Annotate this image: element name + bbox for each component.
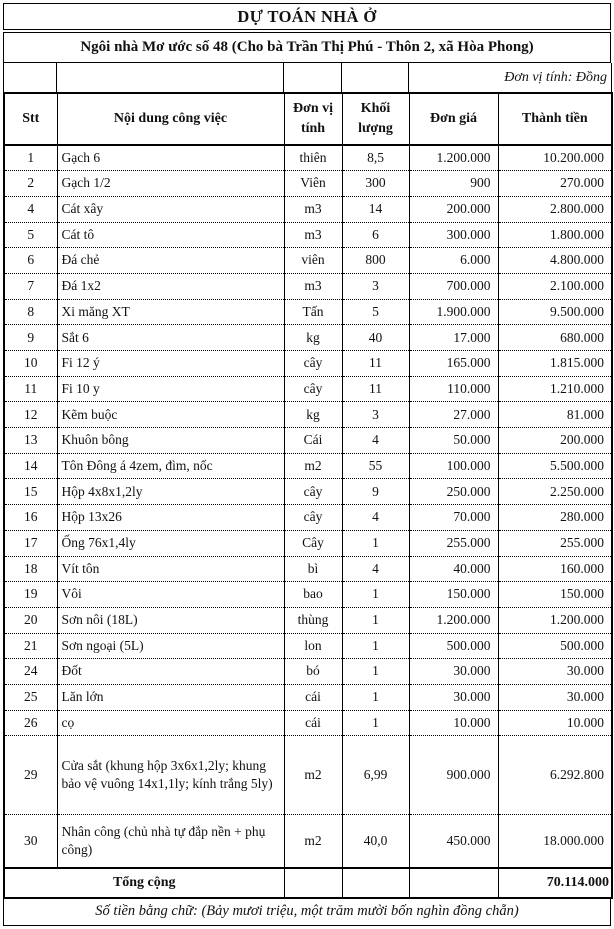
table-row bbox=[4, 710, 612, 736]
cell-unit: m2 bbox=[284, 453, 342, 479]
cell-price: 70.000 bbox=[409, 505, 498, 531]
cell-item: Khuôn bông bbox=[57, 428, 284, 454]
cell-stt: 30 bbox=[4, 815, 57, 868]
cell-stt: 8 bbox=[4, 299, 57, 325]
cell-qty: 8,5 bbox=[342, 145, 409, 171]
table-row bbox=[4, 428, 612, 454]
cell-stt: 20 bbox=[4, 607, 57, 633]
cell-qty: 300 bbox=[342, 171, 409, 197]
total-row bbox=[4, 868, 612, 898]
cell-unit: lon bbox=[284, 633, 342, 659]
cell-price: 255.000 bbox=[409, 530, 498, 556]
cell-qty: 6 bbox=[342, 222, 409, 248]
amount-in-words: Số tiền bằng chữ: (Bảy mươi triệu, một trăm mười bốn nghìn đồng chẵn) bbox=[3, 899, 611, 926]
cell-price: 40.000 bbox=[409, 556, 498, 582]
cell-stt: 15 bbox=[4, 479, 57, 505]
table-row bbox=[4, 479, 612, 505]
cell-item: Sơn nôi (18L) bbox=[57, 607, 284, 633]
cell-qty: 14 bbox=[342, 196, 409, 222]
cell-stt: 12 bbox=[4, 402, 57, 428]
cell-unit: Viên bbox=[284, 171, 342, 197]
col-header-total: Thành tiền bbox=[498, 93, 612, 145]
table-row bbox=[4, 607, 612, 633]
cell-price: 250.000 bbox=[409, 479, 498, 505]
cell-unit: kg bbox=[284, 402, 342, 428]
cell-price: 700.000 bbox=[409, 273, 498, 299]
cell-unit: cái bbox=[284, 710, 342, 736]
cell-item: Fi 10 y bbox=[57, 376, 284, 402]
cell-price: 165.000 bbox=[409, 351, 498, 377]
cell-price: 1.200.000 bbox=[409, 145, 498, 171]
table-row bbox=[4, 376, 612, 402]
cell-qty: 800 bbox=[342, 248, 409, 274]
table-row bbox=[4, 505, 612, 531]
total-spacer-cell bbox=[284, 868, 342, 898]
cell-total: 9.500.000 bbox=[498, 299, 612, 325]
table-row bbox=[4, 145, 612, 171]
cell-unit: kg bbox=[284, 325, 342, 351]
unit-row-spacer-cell bbox=[57, 63, 284, 92]
cell-unit: m3 bbox=[284, 196, 342, 222]
cell-unit: Cái bbox=[284, 428, 342, 454]
cell-total: 160.000 bbox=[498, 556, 612, 582]
cell-unit: thùng bbox=[284, 607, 342, 633]
table-row bbox=[4, 633, 612, 659]
cell-stt: 2 bbox=[4, 171, 57, 197]
cell-item: Hộp 4x8x1,2ly bbox=[57, 479, 284, 505]
table-row bbox=[4, 325, 612, 351]
unit-row-spacer-cell bbox=[4, 63, 57, 92]
cell-stt: 11 bbox=[4, 376, 57, 402]
cell-total: 2.100.000 bbox=[498, 273, 612, 299]
cell-total: 680.000 bbox=[498, 325, 612, 351]
table-row bbox=[4, 299, 612, 325]
total-spacer-cell bbox=[342, 868, 409, 898]
table-row bbox=[4, 248, 612, 274]
cell-price: 500.000 bbox=[409, 633, 498, 659]
cell-qty: 5 bbox=[342, 299, 409, 325]
cell-item: Cửa sắt (khung hộp 3x6x1,2ly; khung bảo vệ vuông 14x1,1ly; kính trắng 5ly) bbox=[57, 736, 284, 815]
cell-stt: 29 bbox=[4, 736, 57, 815]
cell-unit: m3 bbox=[284, 222, 342, 248]
table-row bbox=[4, 815, 612, 868]
cell-stt: 18 bbox=[4, 556, 57, 582]
table-row bbox=[4, 736, 612, 815]
cell-stt: 21 bbox=[4, 633, 57, 659]
cell-stt: 25 bbox=[4, 684, 57, 710]
table-row bbox=[4, 453, 612, 479]
cell-total: 1.815.000 bbox=[498, 351, 612, 377]
cell-unit: cái bbox=[284, 684, 342, 710]
cell-item: Xi măng XT bbox=[57, 299, 284, 325]
cell-total: 81.000 bbox=[498, 402, 612, 428]
cell-price: 50.000 bbox=[409, 428, 498, 454]
table-row bbox=[4, 684, 612, 710]
cell-qty: 40,0 bbox=[342, 815, 409, 868]
cell-qty: 1 bbox=[342, 684, 409, 710]
cell-unit: bó bbox=[284, 659, 342, 685]
cell-item: Nhân công (chủ nhà tự đắp nền + phụ công) bbox=[57, 815, 284, 868]
cell-price: 6.000 bbox=[409, 248, 498, 274]
cell-item: Gạch 6 bbox=[57, 145, 284, 171]
table-row bbox=[4, 402, 612, 428]
cell-qty: 1 bbox=[342, 633, 409, 659]
cell-qty: 1 bbox=[342, 710, 409, 736]
cell-unit: cây bbox=[284, 479, 342, 505]
cell-price: 110.000 bbox=[409, 376, 498, 402]
cell-item: Đốt bbox=[57, 659, 284, 685]
cell-total: 1.210.000 bbox=[498, 376, 612, 402]
page-title: DỰ TOÁN NHÀ Ở bbox=[3, 3, 611, 30]
cell-stt: 7 bbox=[4, 273, 57, 299]
cell-stt: 9 bbox=[4, 325, 57, 351]
cell-item: Gạch 1/2 bbox=[57, 171, 284, 197]
cell-qty: 40 bbox=[342, 325, 409, 351]
cell-total: 18.000.000 bbox=[498, 815, 612, 868]
col-header-unit: Đơn vị tính bbox=[284, 93, 342, 145]
cell-item: Ống 76x1,4ly bbox=[57, 530, 284, 556]
cell-total: 200.000 bbox=[498, 428, 612, 454]
cell-total: 255.000 bbox=[498, 530, 612, 556]
cell-price: 450.000 bbox=[409, 815, 498, 868]
cell-total: 6.292.800 bbox=[498, 736, 612, 815]
cell-unit: bì bbox=[284, 556, 342, 582]
cell-total: 2.250.000 bbox=[498, 479, 612, 505]
col-header-qty: Khối lượng bbox=[342, 93, 409, 145]
total-label: Tổng cộng bbox=[4, 868, 284, 898]
cell-stt: 16 bbox=[4, 505, 57, 531]
cell-unit: bao bbox=[284, 582, 342, 608]
cell-stt: 17 bbox=[4, 530, 57, 556]
cell-price: 30.000 bbox=[409, 684, 498, 710]
unit-row-spacer-cell bbox=[342, 63, 409, 92]
cell-stt: 19 bbox=[4, 582, 57, 608]
table-row bbox=[4, 582, 612, 608]
page-subtitle: Ngôi nhà Mơ ước số 48 (Cho bà Trần Thị Phú - Thôn 2, xã Hòa Phong) bbox=[3, 32, 611, 63]
cell-item: Vôi bbox=[57, 582, 284, 608]
cell-unit: cây bbox=[284, 376, 342, 402]
cell-item: Vít tôn bbox=[57, 556, 284, 582]
estimate-table bbox=[3, 92, 613, 899]
cell-item: Đá chẻ bbox=[57, 248, 284, 274]
cell-price: 300.000 bbox=[409, 222, 498, 248]
cell-item: Hộp 13x26 bbox=[57, 505, 284, 531]
cell-item: Lăn lớn bbox=[57, 684, 284, 710]
cell-qty: 1 bbox=[342, 582, 409, 608]
cell-unit: Tấn bbox=[284, 299, 342, 325]
cell-unit: cây bbox=[284, 351, 342, 377]
cell-unit: m2 bbox=[284, 815, 342, 868]
cell-unit: m2 bbox=[284, 736, 342, 815]
cell-total: 150.000 bbox=[498, 582, 612, 608]
total-value: 70.114.000 bbox=[498, 868, 612, 898]
cell-stt: 10 bbox=[4, 351, 57, 377]
table-row bbox=[4, 171, 612, 197]
cell-total: 4.800.000 bbox=[498, 248, 612, 274]
cell-qty: 4 bbox=[342, 428, 409, 454]
cell-unit: Cây bbox=[284, 530, 342, 556]
cell-unit: m3 bbox=[284, 273, 342, 299]
cell-price: 10.000 bbox=[409, 710, 498, 736]
cell-qty: 3 bbox=[342, 402, 409, 428]
cell-unit: thiên bbox=[284, 145, 342, 171]
col-header-unit-price: Đơn giá bbox=[409, 93, 498, 145]
cell-unit: cây bbox=[284, 505, 342, 531]
table-row bbox=[4, 530, 612, 556]
table-row bbox=[4, 351, 612, 377]
cell-price: 30.000 bbox=[409, 659, 498, 685]
header-row bbox=[4, 93, 612, 145]
cell-stt: 1 bbox=[4, 145, 57, 171]
cell-total: 30.000 bbox=[498, 659, 612, 685]
cell-qty: 9 bbox=[342, 479, 409, 505]
cell-qty: 6,99 bbox=[342, 736, 409, 815]
table-row bbox=[4, 273, 612, 299]
cell-stt: 24 bbox=[4, 659, 57, 685]
cell-price: 900.000 bbox=[409, 736, 498, 815]
cell-total: 1.800.000 bbox=[498, 222, 612, 248]
cell-stt: 26 bbox=[4, 710, 57, 736]
total-spacer-cell bbox=[409, 868, 498, 898]
cell-qty: 3 bbox=[342, 273, 409, 299]
col-header-item: Nội dung công việc bbox=[57, 93, 284, 145]
cell-item: Kẽm buộc bbox=[57, 402, 284, 428]
cell-total: 10.000 bbox=[498, 710, 612, 736]
cell-price: 17.000 bbox=[409, 325, 498, 351]
cell-stt: 14 bbox=[4, 453, 57, 479]
cell-item: Sắt 6 bbox=[57, 325, 284, 351]
cell-qty: 4 bbox=[342, 505, 409, 531]
cell-stt: 4 bbox=[4, 196, 57, 222]
cell-price: 150.000 bbox=[409, 582, 498, 608]
cell-qty: 1 bbox=[342, 530, 409, 556]
cell-total: 30.000 bbox=[498, 684, 612, 710]
table-row bbox=[4, 222, 612, 248]
cell-total: 5.500.000 bbox=[498, 453, 612, 479]
cell-total: 10.200.000 bbox=[498, 145, 612, 171]
cell-unit: viên bbox=[284, 248, 342, 274]
cell-total: 280.000 bbox=[498, 505, 612, 531]
cell-item: Sơn ngoại (5L) bbox=[57, 633, 284, 659]
cell-item: Đá 1x2 bbox=[57, 273, 284, 299]
unit-note-row bbox=[3, 63, 612, 92]
unit-row-spacer-cell bbox=[284, 63, 342, 92]
col-header-stt: Stt bbox=[4, 93, 57, 145]
cell-total: 2.800.000 bbox=[498, 196, 612, 222]
cell-qty: 11 bbox=[342, 376, 409, 402]
table-row bbox=[4, 556, 612, 582]
cell-qty: 55 bbox=[342, 453, 409, 479]
cell-item: cọ bbox=[57, 710, 284, 736]
cell-price: 900 bbox=[409, 171, 498, 197]
cell-qty: 4 bbox=[342, 556, 409, 582]
unit-note: Đơn vị tính: Đồng bbox=[409, 63, 612, 92]
cell-price: 1.200.000 bbox=[409, 607, 498, 633]
cell-total: 270.000 bbox=[498, 171, 612, 197]
cell-price: 100.000 bbox=[409, 453, 498, 479]
cell-item: Tôn Đông á 4zem, đìm, nốc bbox=[57, 453, 284, 479]
cell-stt: 13 bbox=[4, 428, 57, 454]
cell-item: Cát tô bbox=[57, 222, 284, 248]
cell-price: 27.000 bbox=[409, 402, 498, 428]
cell-price: 1.900.000 bbox=[409, 299, 498, 325]
unit-note-tr bbox=[4, 63, 612, 92]
table-row bbox=[4, 659, 612, 685]
table-row bbox=[4, 196, 612, 222]
cell-stt: 6 bbox=[4, 248, 57, 274]
cell-total: 500.000 bbox=[498, 633, 612, 659]
cell-item: Cát xây bbox=[57, 196, 284, 222]
cell-qty: 1 bbox=[342, 607, 409, 633]
cell-item: Fi 12 ý bbox=[57, 351, 284, 377]
cell-price: 200.000 bbox=[409, 196, 498, 222]
cell-qty: 1 bbox=[342, 659, 409, 685]
cell-qty: 11 bbox=[342, 351, 409, 377]
cell-total: 1.200.000 bbox=[498, 607, 612, 633]
cell-stt: 5 bbox=[4, 222, 57, 248]
